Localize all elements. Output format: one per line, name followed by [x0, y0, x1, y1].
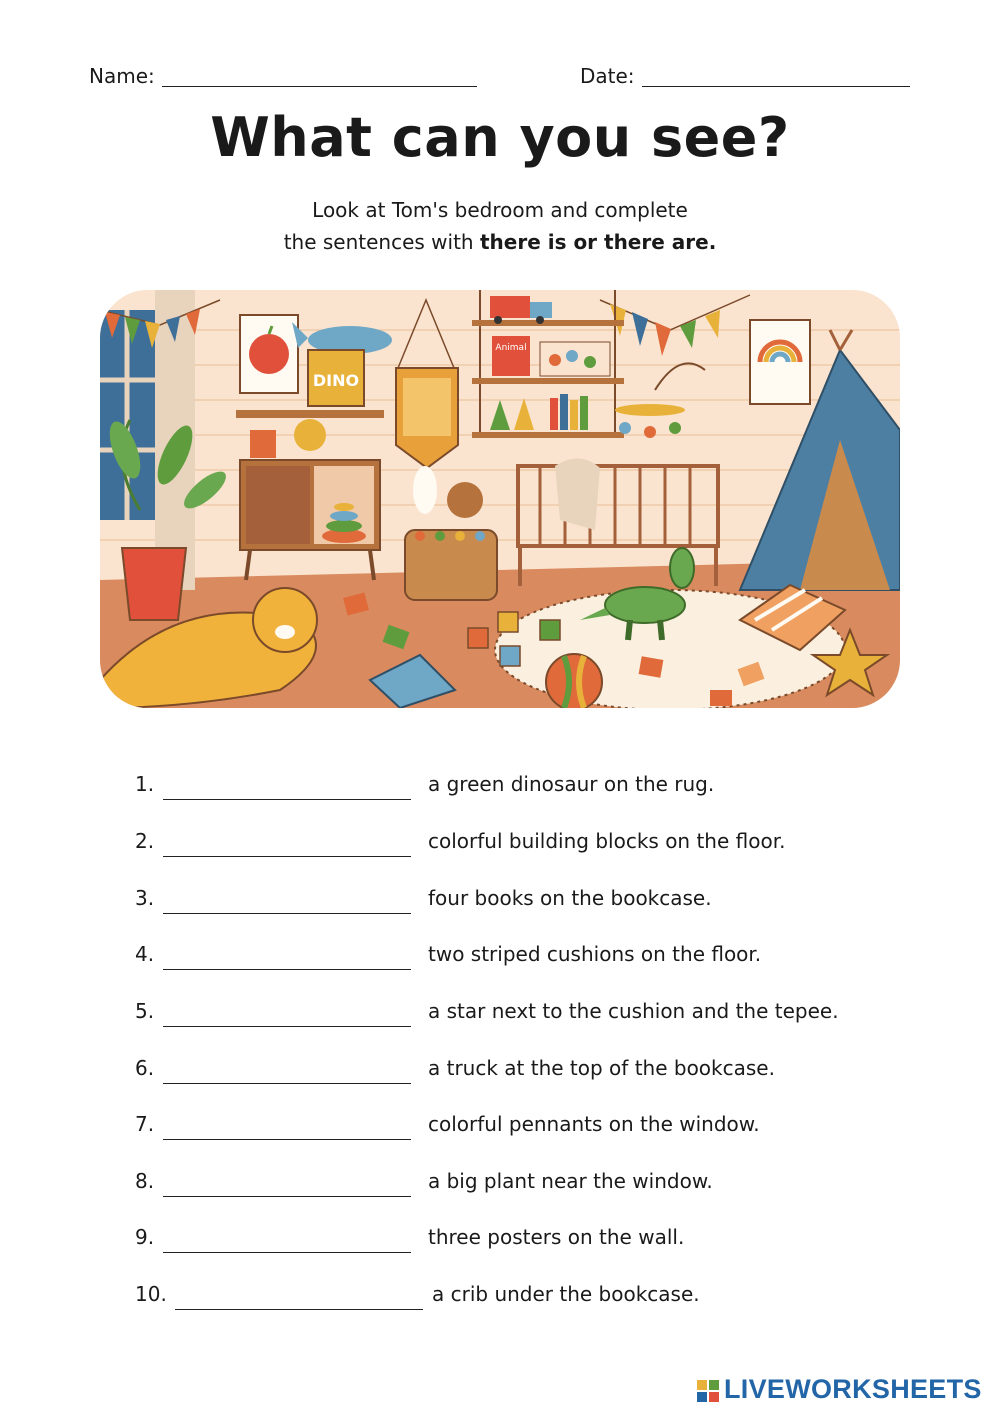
answer-field[interactable] [163, 1196, 411, 1197]
bedroom-illustration [100, 290, 900, 708]
exercise-sentence: four books on the bookcase. [428, 886, 712, 910]
ball [546, 654, 602, 708]
answer-field[interactable] [175, 1309, 423, 1310]
exercise-item [0, 1056, 1000, 1096]
page-title: What can you see? [210, 106, 790, 169]
exercise-item [0, 1169, 1000, 1209]
instructions-line-2: the sentences with there is or there are. [283, 230, 717, 254]
exercise-item [0, 886, 1000, 926]
liveworksheets-logo-icon [696, 1374, 722, 1410]
exercise-sentence: colorful building blocks on the floor. [428, 829, 786, 853]
exercise-item [0, 829, 1000, 869]
dino-poster [308, 350, 364, 406]
exercise-sentence: a truck at the top of the bookcase. [428, 1056, 775, 1080]
exercise-number: 6. [135, 1056, 155, 1080]
instructions [0, 194, 1000, 258]
instructions-bold: there is or there are. [479, 230, 717, 254]
answer-field[interactable] [163, 799, 411, 800]
answer-field[interactable] [163, 1083, 411, 1084]
exercise-number: 5. [135, 999, 155, 1023]
exercise-item [0, 1225, 1000, 1265]
exercise-item [0, 999, 1000, 1039]
exercise-item [0, 772, 1000, 812]
answer-field[interactable] [163, 1252, 411, 1253]
exercise-number: 4. [135, 942, 155, 966]
date-field[interactable] [642, 86, 910, 87]
exercise-item [0, 1282, 1000, 1322]
exercise-number: 8. [135, 1169, 155, 1193]
answer-field[interactable] [163, 856, 411, 857]
exercise-sentence: a green dinosaur on the rug. [428, 772, 715, 796]
exercise-sentence: three posters on the wall. [428, 1225, 685, 1249]
exercise-sentence: a big plant near the window. [428, 1169, 713, 1193]
answer-field[interactable] [163, 969, 411, 970]
rainbow-poster [750, 320, 810, 404]
answer-field[interactable] [163, 1026, 411, 1027]
exercise-sentence: a star next to the cushion and the tepee. [428, 999, 839, 1023]
liveworksheets-logo-text: LIVEWORKSHEETS [724, 1374, 982, 1404]
exercise-item [0, 1112, 1000, 1152]
apple-poster [240, 315, 298, 393]
answer-field[interactable] [163, 1139, 411, 1140]
book-text: Animal [495, 343, 527, 353]
exercise-number: 3. [135, 886, 155, 910]
exercise-sentence: colorful pennants on the window. [428, 1112, 760, 1136]
name-field[interactable] [162, 86, 477, 87]
exercise-number: 7. [135, 1112, 155, 1136]
name-label: Name: [89, 64, 155, 88]
exercise-item [0, 942, 1000, 982]
exercise-number: 10. [135, 1282, 167, 1306]
dino-poster-text: DINO [312, 371, 360, 390]
exercise-number: 1. [135, 772, 155, 796]
exercise-number: 9. [135, 1225, 155, 1249]
instructions-line-1: Look at Tom's bedroom and complete [312, 198, 688, 222]
exercise-sentence: a crib under the bookcase. [432, 1282, 700, 1306]
answer-field[interactable] [163, 913, 411, 914]
exercise-sentence: two striped cushions on the floor. [428, 942, 762, 966]
exercise-number: 2. [135, 829, 155, 853]
date-label: Date: [580, 64, 635, 88]
